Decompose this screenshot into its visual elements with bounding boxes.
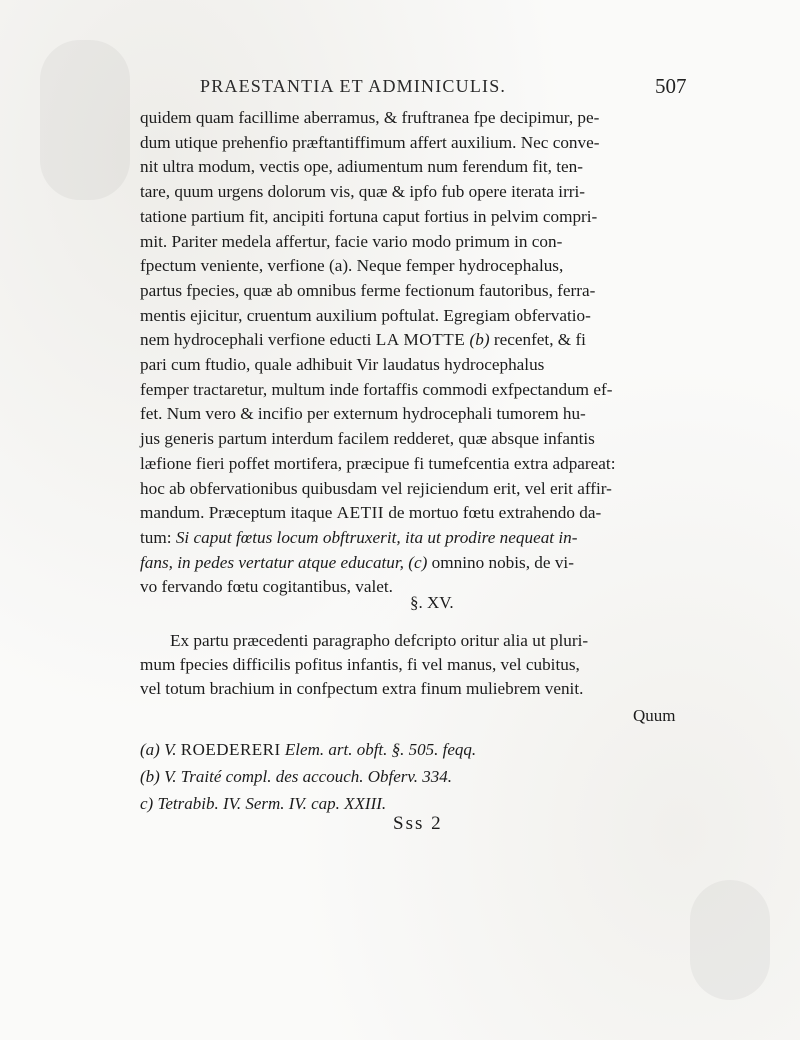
text-line: femper tractaretur, multum inde fortaffis commodi exfpectandum ef- bbox=[140, 379, 613, 399]
text-segment: tum: bbox=[140, 527, 172, 547]
text-segment: nem hydrocephali verfione educti bbox=[140, 330, 372, 350]
quotation: fans, in pedes vertatur atque educatur, bbox=[140, 552, 404, 572]
scan-smudge bbox=[40, 40, 130, 200]
text-line bbox=[140, 328, 685, 353]
quotation: Si caput fœtus locum obftruxerit, ita ut prodire nequeat in- bbox=[175, 527, 578, 547]
text-line: jus generis partum interdum facilem redderet, quæ absque infantis bbox=[140, 429, 595, 449]
main-paragraph bbox=[140, 106, 685, 600]
footnote bbox=[140, 736, 700, 763]
footnote bbox=[140, 763, 700, 790]
text-line: tatione partium fit, ancipiti fortuna caput fortius in pelvim compri- bbox=[140, 206, 598, 226]
text-line: vo fervando fœtu cogitantibus, valet. bbox=[140, 577, 393, 597]
text-segment: fpectum veniente, verfione (a). Neque femper hydrocephalus, bbox=[140, 256, 564, 276]
text-segment: recenfet, & fi bbox=[493, 330, 586, 350]
author-name: AETII bbox=[336, 503, 385, 523]
text-line bbox=[140, 551, 685, 576]
footnotes bbox=[140, 736, 700, 817]
text-line: fet. Num vero & incifio per externum hydrocephali tumorem hu- bbox=[140, 404, 586, 424]
footnote-reference: Elem. art. obft. §. 505. feqq. bbox=[284, 740, 477, 759]
scan-smudge bbox=[690, 880, 770, 1000]
author-name: LA MOTTE bbox=[375, 330, 466, 350]
footnote-ref: (c) bbox=[408, 552, 428, 572]
footnote-author: ROEDERERI bbox=[180, 740, 281, 759]
text-line: mit. Pariter medela affertur, facie vario modo primum in con- bbox=[140, 231, 563, 251]
text-line: dum utique prehenfio præftantiffimum affert auxilium. Nec conve- bbox=[140, 132, 600, 152]
text-line bbox=[140, 254, 685, 279]
footnote-mark: (b) bbox=[140, 767, 160, 786]
footnote-prefix: V. bbox=[164, 767, 177, 786]
page-number: 507 bbox=[655, 74, 687, 98]
text-line bbox=[140, 501, 685, 526]
text-line: nit ultra modum, vectis ope, adiumentum num ferendum fit, ten- bbox=[140, 157, 583, 177]
text-line: tare, quum urgens dolorum vis, quæ & ipfo fub opere iterata irri- bbox=[140, 182, 586, 202]
text-line: mum fpecies difficilis pofitus infantis, fi vel manus, vel cubitus, bbox=[140, 655, 580, 675]
running-head: PRAESTANTIA ET ADMINICULIS. bbox=[200, 76, 507, 96]
footnote-reference: Traité compl. des accouch. Obferv. 334. bbox=[180, 767, 452, 786]
catchword: Quum bbox=[633, 706, 676, 725]
footnote-mark: (a) bbox=[140, 740, 160, 759]
signature-mark: Sss 2 bbox=[393, 813, 443, 834]
text-line: pari cum ftudio, quale adhibuit Vir laudatus hydrocephalus bbox=[140, 355, 545, 375]
text-line: vel totum brachium in confpectum extra finum muliebrem venit. bbox=[140, 679, 584, 699]
text-line: partus fpecies, quæ ab omnibus ferme fectionum fautoribus, ferra- bbox=[140, 280, 596, 300]
text-line: mentis ejicitur, cruentum auxilium poftulat. Egregiam obfervatio- bbox=[140, 305, 591, 325]
text-segment: de mortuo fœtu extrahendo da- bbox=[388, 503, 602, 523]
text-line bbox=[140, 526, 685, 551]
text-segment: mandum. Præceptum itaque bbox=[140, 503, 333, 523]
text-line: hoc ab obfervationibus quibusdam vel rejiciendum erit, vel erit affir- bbox=[140, 478, 612, 498]
footnote-mark: c) bbox=[140, 794, 154, 813]
second-paragraph bbox=[140, 629, 685, 702]
text-segment: omnino nobis, de vi- bbox=[431, 552, 574, 572]
footnote-reference: Tetrabib. IV. Serm. IV. cap. XXIII. bbox=[157, 794, 387, 813]
footnote-ref: (b) bbox=[469, 330, 490, 350]
footnote-prefix: V. bbox=[164, 740, 177, 759]
text-line: quidem quam facillime aberramus, & fruftranea fpe decipimur, pe- bbox=[140, 108, 600, 127]
section-heading: §. XV. bbox=[410, 593, 454, 612]
text-line: læfione fieri poffet mortifera, præcipue fi tumefcentia extra adpareat: bbox=[140, 453, 616, 473]
text-line: Ex partu præcedenti paragrapho defcripto oritur alia ut pluri- bbox=[170, 631, 589, 650]
